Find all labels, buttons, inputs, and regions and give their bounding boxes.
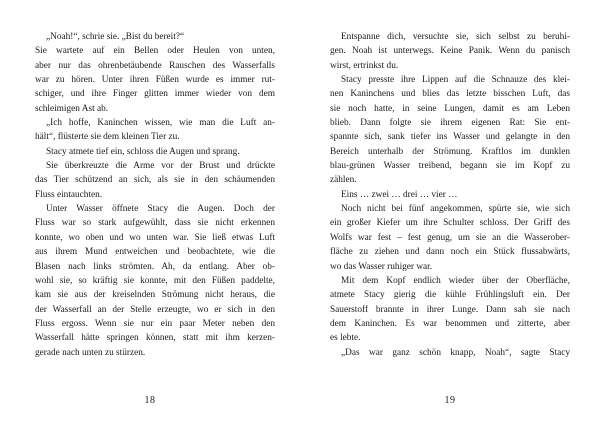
text-line: Wolfs war fest – fest genug, um sie an die Wasserober- [330, 232, 570, 243]
right-page [300, 0, 600, 435]
text-line: blieb. Dann folgte sie ihrem eigenen Rat: Sie ent- [330, 118, 570, 129]
text-line: Stacy atmete tief ein, schloss die Augen und sprang. [46, 146, 240, 157]
text-line: blau-grünen Wasser treibend, begann sie im Kopf zu [330, 161, 570, 172]
text-line: Wasserfall hätte springen können, statt mit ihm kerzen- [35, 333, 275, 344]
text-line: Unter Wasser öffnete Stacy die Augen. Doch der [46, 204, 275, 215]
text-line: Eins … zwei … drei … vier … [341, 189, 458, 200]
left-page-text [35, 30, 275, 360]
text-line: nen Kaninchens und blies das letzte bisschen Luft, das [330, 89, 570, 100]
text-line: Fluss war so stark aufgewühlt, dass sie nicht erkennen [35, 218, 275, 229]
text-line: der Wasserfall an der Stelle erzeugte, wo er sich in den [35, 304, 275, 315]
text-line: schiger, und ihre Finger glitten immer wieder von dem [35, 89, 275, 100]
text-line: Fluss eintauchten. [35, 189, 103, 200]
text-line: „Noah!“, schrie sie. „Bist du bereit?“ [46, 32, 185, 42]
left-page-number: 18 [144, 395, 156, 406]
text-line: schleimigen Ast ab. [35, 103, 109, 114]
text-line: Sie wartete auf ein Bellen oder Heulen von unten, [35, 46, 275, 57]
text-line: Entspanne dich, versuchte sie, sich selbst zu beruhi- [341, 32, 570, 42]
text-line: „Das war ganz schön knapp, Noah“, sagte Stacy [341, 347, 570, 358]
text-line: es lebte. [330, 333, 361, 344]
text-line: atmete Stacy gierig die kühle Frühlingsluft ein. Der [330, 290, 570, 301]
text-line: Fluss ergoss. Wenn sie nur ein paar Meter neben den [35, 318, 275, 329]
text-line: „Ich hoffe, Kaninchen wissen, wie man die Luft an- [46, 118, 275, 129]
text-line: Blasen nach links strömten. Ah, da entlang. Aber ob- [35, 261, 275, 272]
text-line: Noch nicht bei fünf angekommen, spürte sie, wie sich [341, 204, 570, 215]
text-line: Sauerstoff brannte in ihrer Lunge. Dann sah sie nach [330, 304, 570, 315]
text-line: konnte, wo oben und wo unten war. Sie ließ etwas Luft [35, 232, 275, 243]
text-line: aus ihrem Mund entweichen und beobachtete, wie die [35, 247, 275, 258]
text-line: sie noch hatte, in seine Lungen, damit es am Leben [330, 103, 570, 114]
text-line: wo das Wasser ruhiger war. [330, 261, 433, 272]
text-line: wohl sie, so kräftig sie konnte, mit den Füßen paddelte, [35, 275, 275, 286]
text-line: gen. Noah ist unterwegs. Keine Panik. Wenn du panisch [330, 46, 570, 57]
text-line: hält“, flüsterte sie dem kleinen Tier zu. [35, 132, 180, 143]
text-line: war zu hören. Unter ihren Füßen wurde es immer rut- [35, 75, 275, 86]
text-line: wirst, ertrinkst du. [330, 60, 399, 71]
text-line: zählen. [330, 175, 357, 186]
text-line: Bereich unterhalb der Strömung. Kraftlos im dunklen [330, 146, 570, 157]
text-line: das Tier schützend an sich, als sie in den schäumenden [35, 175, 275, 186]
text-line: dem Kaninchen. Es war benommen und zitterte, aber [330, 318, 570, 329]
text-line: spannte sich, sank tiefer ins Wasser und gelangte in den [330, 132, 570, 143]
text-line: Mit dem Kopf endlich wieder über der Oberfläche, [341, 275, 570, 286]
text-line: gerade nach unten zu stürzen. [35, 347, 146, 358]
text-line: kam sie aus der kreiselnden Strömung nicht heraus, die [35, 290, 275, 301]
text-line: Stacy presste ihre Lippen auf die Schnauze des klei- [341, 75, 570, 86]
text-line: Sie überkreuzte die Arme vor der Brust und drückte [46, 161, 275, 172]
right-page-text [330, 30, 570, 360]
text-line: aber nur das ohrenbetäubende Rauschen des Wasserfalls [35, 60, 275, 71]
text-line: ein großer Kiefer um ihre Schulter schloss. Der Griff des [330, 218, 570, 229]
text-line: fläche zu ziehen und dann noch ein Stück flussabwärts, [330, 247, 570, 258]
right-page-number: 19 [444, 395, 456, 406]
